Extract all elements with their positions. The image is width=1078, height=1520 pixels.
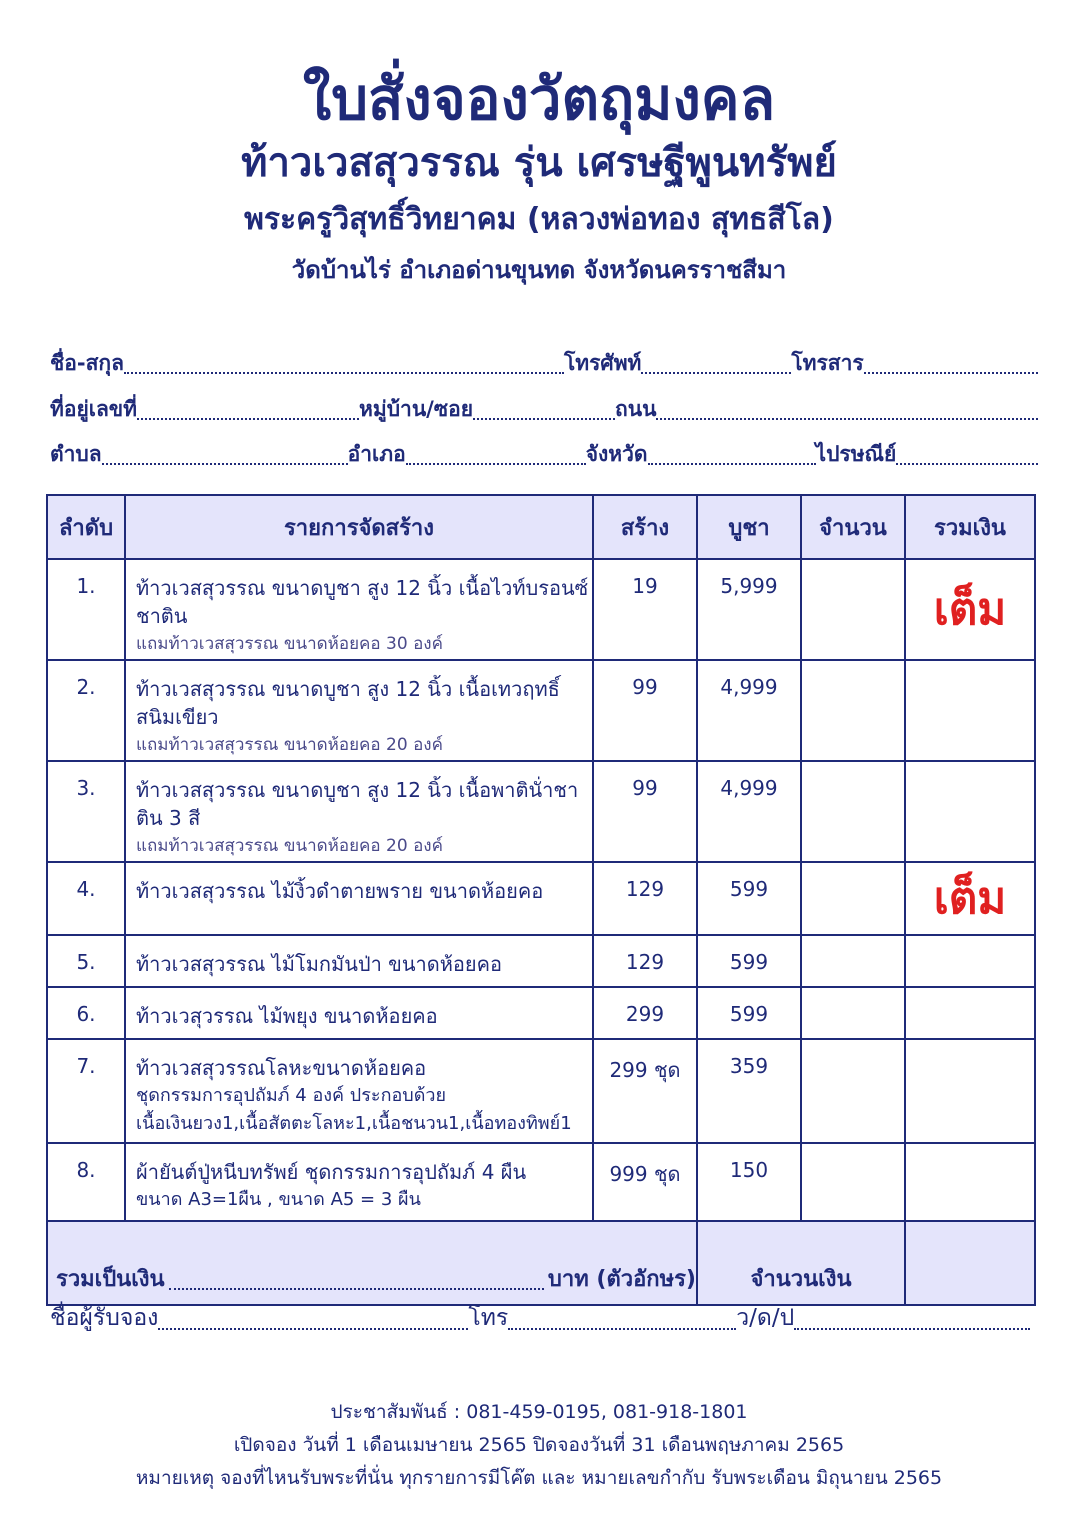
- road-field[interactable]: [656, 412, 1038, 420]
- row-made: 999 ชุด: [593, 1143, 697, 1221]
- row-item: [125, 1039, 593, 1143]
- postcode-label: ไปรษณีย์: [815, 442, 897, 466]
- contact-info: ประชาสัมพันธ์ : 081-459-0195, 081-918-1801: [330, 1401, 748, 1423]
- item-name: ท้าวเวสุวรรณ ไม้พยุง ขนาดห้อยคอ: [136, 1004, 438, 1028]
- table-row: [47, 761, 1035, 862]
- row-made: 99: [593, 660, 697, 761]
- order-table: [46, 494, 1036, 1306]
- page-subtitle: ท้าวเวสสุวรรณ รุ่น เศรษฐีพูนทรัพย์: [241, 140, 837, 186]
- row-no: 7.: [47, 1039, 125, 1143]
- row-price: 599: [697, 987, 801, 1039]
- district-field[interactable]: [406, 457, 586, 465]
- row-price: 4,999: [697, 761, 801, 862]
- row-price: 150: [697, 1143, 801, 1221]
- row-item: [125, 1143, 593, 1221]
- row-total: [905, 559, 1035, 660]
- form-row-address: [50, 396, 1038, 426]
- row-qty[interactable]: [801, 987, 905, 1039]
- item-detail: แถมท้าวเวสสุวรรณ ขนาดห้อยคอ 20 องค์: [136, 735, 443, 755]
- item-name: ท้าวเวสสุวรรณ ไม้โมกมันป่า ขนาดห้อยคอ: [136, 952, 503, 976]
- row-no: 5.: [47, 935, 125, 987]
- table-row: [47, 1143, 1035, 1221]
- amount-field[interactable]: [905, 1221, 1035, 1305]
- province-field[interactable]: [648, 457, 816, 465]
- col-header-made: สร้าง: [593, 495, 697, 559]
- fax-label: โทรสาร: [791, 351, 864, 375]
- table-footer-row: [47, 1221, 1035, 1305]
- row-price: 599: [697, 935, 801, 987]
- fax-field[interactable]: [864, 366, 1038, 374]
- row-item: [125, 660, 593, 761]
- table-row: [47, 862, 1035, 935]
- row-no: 2.: [47, 660, 125, 761]
- receiver-name-label: ชื่อผู้รับจอง: [50, 1305, 159, 1331]
- row-item: [125, 559, 593, 660]
- village-field[interactable]: [473, 412, 615, 420]
- total-in-words-unit: บาท (ตัวอักษร): [547, 1267, 696, 1292]
- item-name: ผ้ายันต์ปู่หนีบทรัพย์ ชุดกรรมการอุปถัมภ์ 4 ผืน: [136, 1160, 527, 1184]
- row-qty[interactable]: [801, 935, 905, 987]
- amount-label: จำนวนเงิน: [697, 1221, 905, 1305]
- row-made: 19: [593, 559, 697, 660]
- row-qty[interactable]: [801, 1143, 905, 1221]
- row-no: 4.: [47, 862, 125, 935]
- village-label: หมู่บ้าน/ซอย: [359, 397, 474, 421]
- receiver-phone-field[interactable]: [508, 1322, 736, 1330]
- col-header-no: ลำดับ: [47, 495, 125, 559]
- item-name: ท้าวเวสสุวรรณ ขนาดบูชา สูง 12 นิ้ว เนื้อเทวฤทธิ์สนิมเขียว: [136, 677, 560, 729]
- table-row: [47, 935, 1035, 987]
- item-detail: แถมท้าวเวสสุวรรณ ขนาดห้อยคอ 30 องค์: [136, 634, 443, 654]
- row-no: 1.: [47, 559, 125, 660]
- item-name: ท้าวเวสสุวรรณ ไม้งิ้วดำตายพราย ขนาดห้อยคอ: [136, 879, 544, 903]
- row-total[interactable]: [905, 987, 1035, 1039]
- booking-dates: เปิดจอง วันที่ 1 เดือนเมษายน 2565 ปิดจองวันที่ 31 เดือนพฤษภาคม 2565: [233, 1434, 845, 1456]
- col-header-qty: จำนวน: [801, 495, 905, 559]
- province-label: จังหวัด: [585, 442, 648, 466]
- total-in-words: [47, 1221, 697, 1305]
- address-field[interactable]: [137, 412, 359, 420]
- name-label: ชื่อ-สกุล: [50, 351, 124, 375]
- row-made: 129: [593, 935, 697, 987]
- row-total[interactable]: [905, 1039, 1035, 1143]
- row-qty[interactable]: [801, 862, 905, 935]
- row-made: 129: [593, 862, 697, 935]
- item-detail: ขนาด A3=1ผืน , ขนาด A5 = 3 ผืน: [136, 1189, 421, 1210]
- row-total: [905, 862, 1035, 935]
- road-label: ถนน: [615, 397, 657, 421]
- row-made: 99: [593, 761, 697, 862]
- col-header-total: รวมเงิน: [905, 495, 1035, 559]
- postcode-field[interactable]: [896, 457, 1038, 465]
- row-item: [125, 987, 593, 1039]
- row-qty[interactable]: [801, 660, 905, 761]
- total-in-words-label: รวมเป็นเงิน: [56, 1267, 165, 1292]
- name-field[interactable]: [124, 366, 564, 374]
- page-title: ใบสั่งจองวัตถุมงคล: [302, 65, 776, 133]
- col-header-item: รายการจัดสร้าง: [125, 495, 593, 559]
- table-row: [47, 1039, 1035, 1143]
- table-row: [47, 660, 1035, 761]
- item-name: ท้าวเวสสุวรรณ ขนาดบูชา สูง 12 นิ้ว เนื้อไวท์บรอนซ์ชาติน: [136, 576, 589, 628]
- sold-out-stamp: เต็ม: [933, 873, 1007, 924]
- receiver-name-field[interactable]: [158, 1322, 468, 1330]
- phone-field[interactable]: [641, 366, 791, 374]
- row-no: 8.: [47, 1143, 125, 1221]
- remark: หมายเหตุ จองที่ไหนรับพระที่นั่น ทุกรายการมีโค๊ต และ หมายเลขกำกับ รับพระเดือน มิถุนายน 2565: [135, 1467, 943, 1489]
- row-total[interactable]: [905, 761, 1035, 862]
- row-total[interactable]: [905, 1143, 1035, 1221]
- col-header-price: บูชา: [697, 495, 801, 559]
- form-row-name: [50, 350, 1038, 380]
- receiver-phone-label: โทร: [468, 1305, 509, 1331]
- table-row: [47, 987, 1035, 1039]
- temple-location: วัดบ้านไร่ อำเภอด่านขุนทด จังหวัดนครราชสีมา: [291, 256, 787, 284]
- row-qty[interactable]: [801, 559, 905, 660]
- row-made: 299 ชุด: [593, 1039, 697, 1143]
- row-price: 359: [697, 1039, 801, 1143]
- row-price: 5,999: [697, 559, 801, 660]
- total-in-words-field[interactable]: [169, 1288, 544, 1290]
- address-label: ที่อยู่เลขที่: [50, 397, 138, 421]
- table-header-row: [47, 495, 1035, 559]
- row-made: 299: [593, 987, 697, 1039]
- form-row-region: [50, 441, 1038, 471]
- monk-name: พระครูวิสุทธิ์วิทยาคม (หลวงพ่อทอง สุทธสีโล): [244, 202, 834, 237]
- row-qty[interactable]: [801, 1039, 905, 1143]
- item-detail-2: เนื้อเงินยวง1,เนื้อสัตตะโลหะ1,เนื้อชนวน1,เนื้อทองทิพย์1: [136, 1113, 572, 1134]
- item-name: ท้าวเวสสุวรรณโลหะขนาดห้อยคอ: [136, 1056, 427, 1080]
- item-detail: แถมท้าวเวสสุวรรณ ขนาดห้อยคอ 20 องค์: [136, 836, 443, 856]
- receiver-row: [50, 1300, 1030, 1336]
- row-total[interactable]: [905, 935, 1035, 987]
- row-item: [125, 761, 593, 862]
- item-detail: ชุดกรรมการอุปถัมภ์ 4 องค์ ประกอบด้วย: [136, 1085, 447, 1106]
- district-label: อำเภอ: [347, 442, 406, 466]
- receiver-date-field[interactable]: [794, 1322, 1030, 1330]
- item-name: ท้าวเวสสุวรรณ ขนาดบูชา สูง 12 นิ้ว เนื้อพาตินั่าชาติน 3 สี: [136, 778, 579, 830]
- receiver-date-label: ว/ด/ป: [736, 1305, 795, 1331]
- subdistrict-label: ตำบล: [50, 442, 102, 466]
- row-item: [125, 862, 593, 935]
- sold-out-stamp: เต็ม: [933, 584, 1007, 635]
- phone-label: โทรศัพท์: [563, 351, 642, 375]
- row-total[interactable]: [905, 660, 1035, 761]
- row-no: 3.: [47, 761, 125, 862]
- row-price: 599: [697, 862, 801, 935]
- row-no: 6.: [47, 987, 125, 1039]
- row-qty[interactable]: [801, 761, 905, 862]
- row-price: 4,999: [697, 660, 801, 761]
- row-item: [125, 935, 593, 987]
- subdistrict-field[interactable]: [102, 457, 348, 465]
- table-row: [47, 559, 1035, 660]
